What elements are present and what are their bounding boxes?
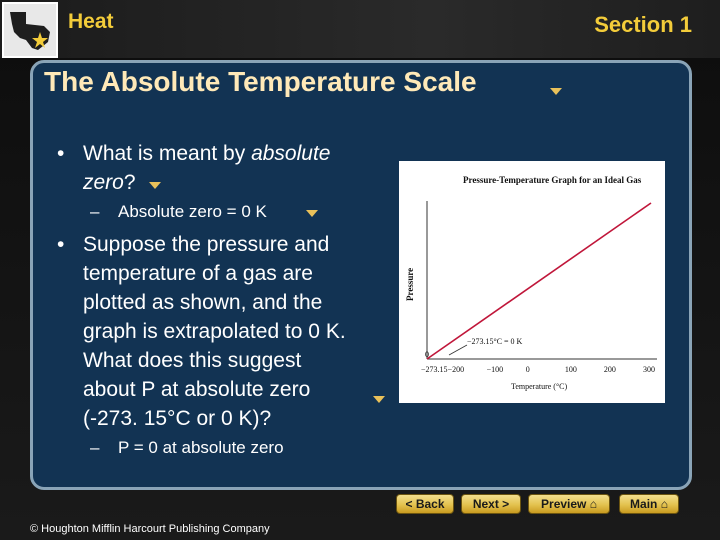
- bullet-1-question: ?: [123, 171, 136, 194]
- back-button[interactable]: < Back: [396, 494, 454, 514]
- data-line: [427, 203, 651, 359]
- bullet-1: •: [57, 142, 65, 165]
- home-icon: ⌂: [660, 497, 668, 511]
- bullet-1-text: [83, 139, 330, 197]
- bullet-2-line: temperature of a gas are: [83, 262, 313, 285]
- bullet-2: •: [57, 233, 65, 256]
- bullet-2-arrow-icon[interactable]: [373, 396, 385, 403]
- sub-bullet-dash-1: –: [90, 202, 100, 221]
- texas-logo: [2, 2, 58, 58]
- annotation-leader: [449, 345, 467, 355]
- graph-title: Pressure-Temperature Graph for an Ideal Gas: [463, 175, 642, 185]
- bullet-1-emphasis-2: zero: [83, 171, 124, 194]
- bullet-1-emphasis: absolute: [251, 142, 331, 165]
- x-tick-label: 100: [564, 365, 577, 374]
- bullet-2-line: Suppose the pressure and: [83, 233, 330, 256]
- home-icon: ⌂: [589, 497, 597, 511]
- sub-bullet-dash-2: –: [90, 438, 100, 457]
- x-ticks: [421, 365, 655, 374]
- sub-bullet-2: P = 0 at absolute zero: [118, 438, 284, 457]
- x-tick-label: 0: [525, 365, 530, 374]
- main-button[interactable]: [619, 494, 679, 514]
- zero-label: 0: [425, 350, 429, 359]
- preview-label: Preview: [541, 497, 587, 511]
- sub-bullet-1-arrow-icon[interactable]: [306, 210, 318, 217]
- x-tick-label: −273.15: [421, 365, 448, 374]
- x-tick-label: −100: [486, 365, 504, 374]
- x-tick-label: −200: [447, 365, 465, 374]
- texas-star-icon: [4, 4, 56, 56]
- x-tick-label: 200: [603, 365, 616, 374]
- preview-button[interactable]: [528, 494, 610, 514]
- bullet-2-line: plotted as shown, and the: [83, 291, 323, 314]
- sub-bullet-1: Absolute zero = 0 K: [118, 202, 267, 221]
- bullet-1-arrow-icon[interactable]: [149, 182, 161, 189]
- bullet-2-text: [83, 230, 346, 433]
- pressure-temperature-graph: [399, 161, 665, 403]
- bullet-2-line: What does this suggest: [83, 349, 302, 372]
- bullet-2-line: graph is extrapolated to 0 K.: [83, 320, 346, 343]
- graph-ylabel: Pressure: [405, 267, 415, 301]
- bullet-1-text-part: What is meant by: [83, 142, 252, 165]
- graph-annotation: −273.15°C = 0 K: [467, 337, 523, 346]
- graph-xlabel: Temperature (°C): [511, 382, 568, 391]
- title-arrow-icon[interactable]: [550, 88, 562, 95]
- section-title: Section 1: [594, 12, 692, 37]
- slide-title: The Absolute Temperature Scale: [44, 66, 477, 97]
- copyright: © Houghton Mifflin Harcourt Publishing Company: [30, 523, 270, 535]
- next-button[interactable]: Next >: [461, 494, 521, 514]
- bullet-2-line: (-273. 15°C or 0 K)?: [83, 407, 272, 430]
- x-tick-label: 300: [643, 365, 655, 374]
- graph-svg: [399, 161, 665, 403]
- chapter-title: Heat: [68, 10, 114, 33]
- bullet-2-line: about P at absolute zero: [83, 378, 311, 401]
- main-label: Main: [630, 497, 658, 511]
